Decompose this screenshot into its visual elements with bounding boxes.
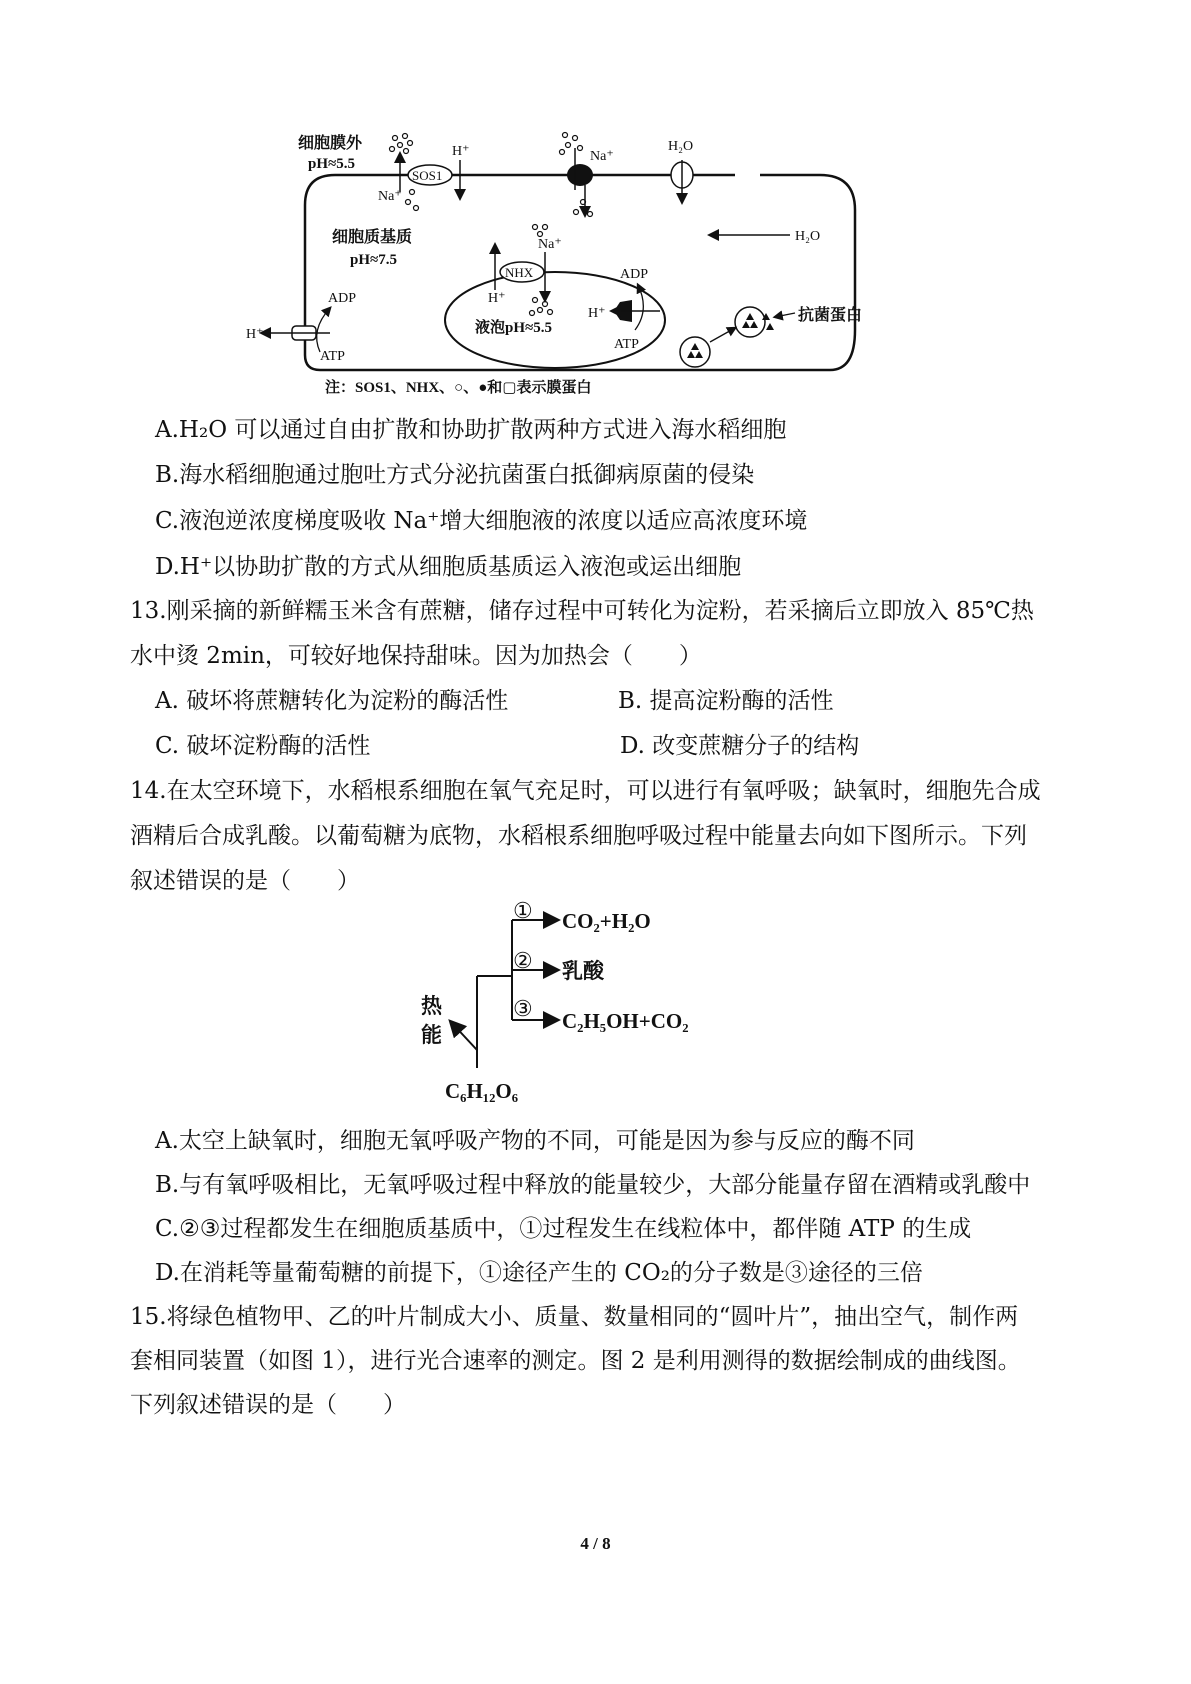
svg-text:H₂O: H₂O: [668, 139, 694, 154]
product-3: C₂H₅OH+CO₂: [562, 1009, 689, 1033]
vesicle: [680, 337, 710, 367]
q14-option-d: D.在消耗等量葡萄糖的前提下，①途径产生的 CO₂的分子数是③途径的三倍: [155, 1260, 923, 1286]
svg-text:抗菌蛋白: 抗菌蛋白: [798, 307, 863, 324]
respiration-pathway-diagram: [415, 898, 735, 1118]
q13-stem-line2: 水中烫 2min，可较好地保持甜味。因为加热会（ ）: [130, 643, 702, 669]
q14-option-b: B.与有氧呼吸相比，无氧呼吸过程中释放的能量较少，大部分能量存留在酒精或乳酸中: [155, 1172, 1031, 1198]
svg-text:H₂O: H₂O: [795, 229, 821, 244]
figure-note: 注：SOS1、NHX、○、●和▢表示膜蛋白: [325, 380, 592, 396]
vesicle: [735, 307, 765, 337]
q14-stem-line2: 酒精后合成乳酸。以葡萄糖为底物，水稻根系细胞呼吸过程中能量去向如下图所示。下列: [130, 823, 1027, 849]
product-2: 乳酸: [562, 959, 604, 983]
q14-option-a: A.太空上缺氧时，细胞无氧呼吸产物的不同，可能是因为参与反应的酶不同: [155, 1128, 915, 1154]
q12-option-a: A.H₂O 可以通过自由扩散和协助扩散两种方式进入海水稻细胞: [155, 417, 787, 443]
svg-text:ADP: ADP: [328, 291, 357, 306]
outside-label: 细胞膜外: [298, 135, 363, 152]
pathway-1-label: ①: [513, 898, 533, 923]
q14-stem-line1: 14.在太空环境下，水稻根系细胞在氧气充足时，可以进行有氧呼吸；缺氧时，细胞先合成: [130, 778, 1041, 804]
svg-text:Na⁺: Na⁺: [538, 237, 562, 252]
q13-stem-line1: 13.刚采摘的新鲜糯玉米含有蔗糖，储存过程中可转化为淀粉，若采摘后立即放入 85℃热: [130, 598, 1034, 624]
svg-text:H⁺: H⁺: [488, 291, 506, 306]
sos1-label: SOS1: [412, 168, 443, 183]
q14-option-c: C.②③过程都发生在细胞质基质中，①过程发生在线粒体中，都伴随 ATP 的生成: [155, 1216, 972, 1242]
pathway-2-label: ②: [513, 948, 533, 973]
vacuole-label: 液泡pH≈5.5: [475, 320, 552, 336]
q13-option-d: D. 改变蔗糖分子的结构: [620, 733, 860, 759]
svg-text:Na⁺: Na⁺: [590, 149, 614, 164]
svg-text:ATP: ATP: [614, 337, 639, 352]
cytosol-ph: pH≈7.5: [350, 252, 397, 268]
svg-text:H⁺: H⁺: [246, 327, 264, 342]
page-number: 4 / 8: [580, 1534, 611, 1553]
q15-stem-line2: 套相同装置（如图 1），进行光合速率的测定。图 2 是利用测得的数据绘制成的曲线图。: [130, 1348, 1021, 1374]
heat-label-2: 能: [421, 1023, 442, 1047]
black-carrier: [567, 164, 593, 186]
q13-option-b: B. 提高淀粉酶的活性: [618, 688, 834, 714]
svg-text:ADP: ADP: [620, 267, 649, 282]
q13-option-c: C. 破坏淀粉酶的活性: [155, 733, 371, 759]
q15-stem-line3: 下列叙述错误的是（ ）: [130, 1392, 406, 1418]
q15-stem-line1: 15.将绿色植物甲、乙的叶片制成大小、质量、数量相同的“圆叶片”，抽出空气，制作两: [130, 1304, 1019, 1330]
svg-text:ATP: ATP: [320, 349, 345, 364]
q13-option-a: A. 破坏将蔗糖转化为淀粉的酶活性: [155, 688, 509, 714]
svg-text:H⁺: H⁺: [588, 306, 606, 321]
heat-label-1: 热: [421, 994, 442, 1018]
q12-option-b: B.海水稻细胞通过胞吐方式分泌抗菌蛋白抵御病原菌的侵染: [155, 462, 755, 488]
outside-ph: pH≈5.5: [308, 156, 355, 172]
pathway-3-label: ③: [513, 996, 533, 1021]
q12-option-d: D.H⁺以协助扩散的方式从细胞质基质运入液泡或运出细胞: [155, 554, 742, 580]
svg-text:Na⁺: Na⁺: [378, 189, 402, 204]
svg-text:H⁺: H⁺: [452, 144, 470, 159]
product-1: CO₂+H₂O: [562, 909, 651, 933]
cytosol-label: 细胞质基质: [332, 229, 413, 246]
svg-text:NHX: NHX: [505, 265, 534, 280]
q12-option-c: C.液泡逆浓度梯度吸收 Na⁺增大细胞液的浓度以适应高浓度环境: [155, 508, 808, 534]
substrate-label: C₆H₁₂O₆: [445, 1079, 519, 1103]
membrane-transport-diagram: [240, 130, 920, 430]
q14-stem-line3: 叙述错误的是（ ）: [130, 868, 360, 894]
